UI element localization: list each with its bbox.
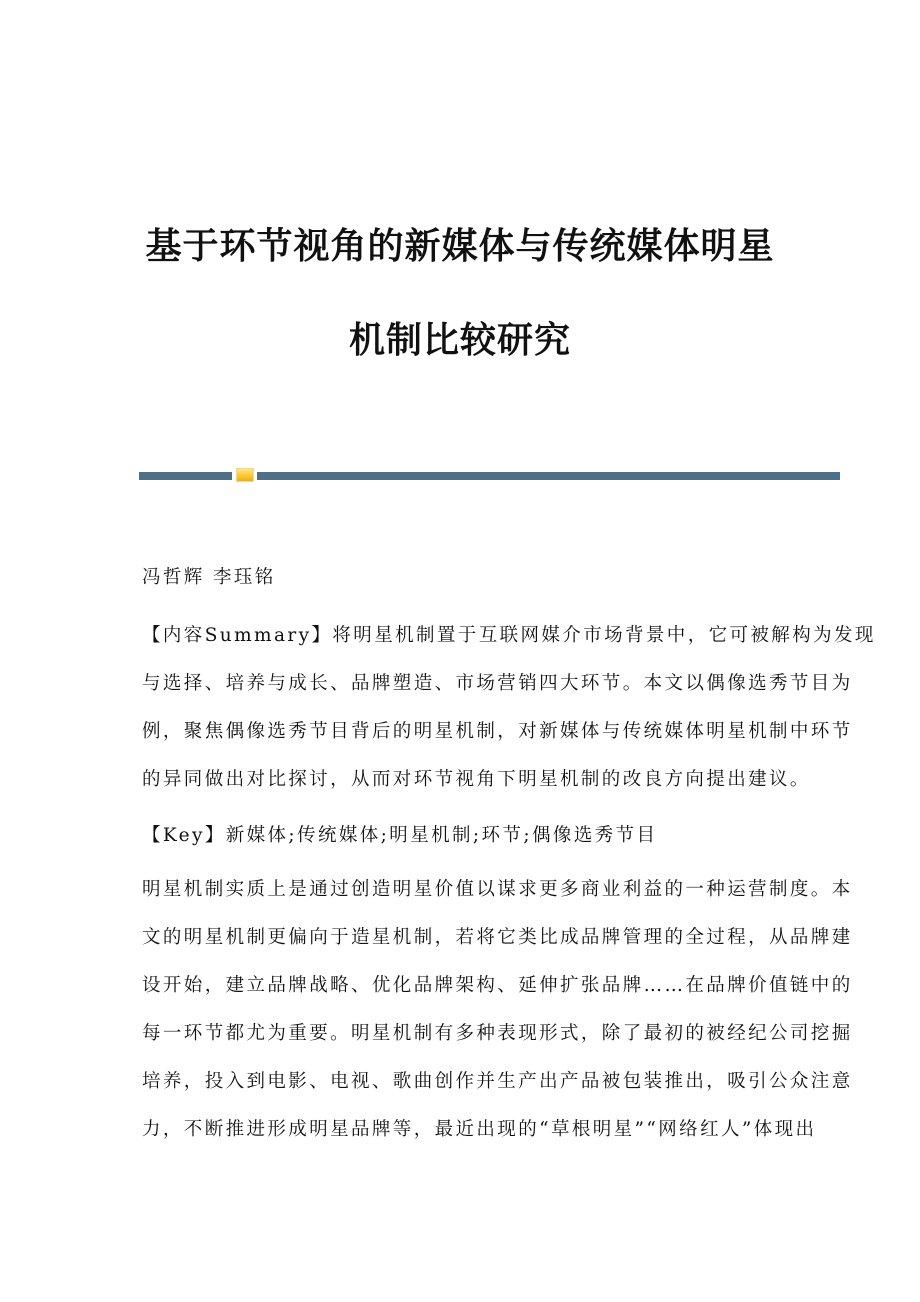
body-line: 每一环节都尤为重要。明星机制有多种表现形式，除了最初的被经纪公司挖掘 — [142, 1023, 853, 1044]
title-line-2: 机制比较研究 — [348, 319, 571, 361]
body-line: 设开始，建立品牌战略、优化品牌架构、延伸扩张品牌……在品牌价值链中的 — [142, 975, 853, 996]
body-line: 培养，投入到电影、电视、歌曲创作并生产出产品被包装推出，吸引公众注意 — [142, 1071, 853, 1092]
divider-right — [257, 472, 840, 480]
abstract-line: 与选择、培养与成长、品牌塑造、市场营销四大环节。本文以偶像选秀节目为 — [142, 673, 853, 694]
body-line: 明星机制实质上是通过创造明星价值以谋求更多商业利益的一种运营制度。本 — [142, 879, 853, 900]
title-line-1: 基于环节视角的新媒体与传统媒体明星 — [145, 225, 775, 267]
body-line: 力，不断推进形成明星品牌等，最近出现的“草根明星”“网络红人”体现出 — [142, 1119, 817, 1140]
body-line: 文的明星机制更偏向于造星机制，若将它类比成品牌管理的全过程，从品牌建 — [142, 927, 853, 948]
keywords: 【Key】新媒体;传统媒体;明星机制;环节;偶像选秀节目 — [142, 825, 658, 846]
abstract-line: 【内容Summary】将明星机制置于互联网媒介市场背景中，它可被解构为发现 — [142, 625, 876, 646]
envelope-icon — [236, 468, 254, 482]
authors: 冯哲辉 李珏铭 — [142, 567, 276, 588]
divider-left — [139, 472, 232, 480]
abstract-line: 例，聚焦偶像选秀节目背后的明星机制，对新媒体与传统媒体明星机制中环节 — [142, 721, 853, 742]
abstract-line: 的异同做出对比探讨，从而对环节视角下明星机制的改良方向提出建议。 — [142, 769, 811, 790]
